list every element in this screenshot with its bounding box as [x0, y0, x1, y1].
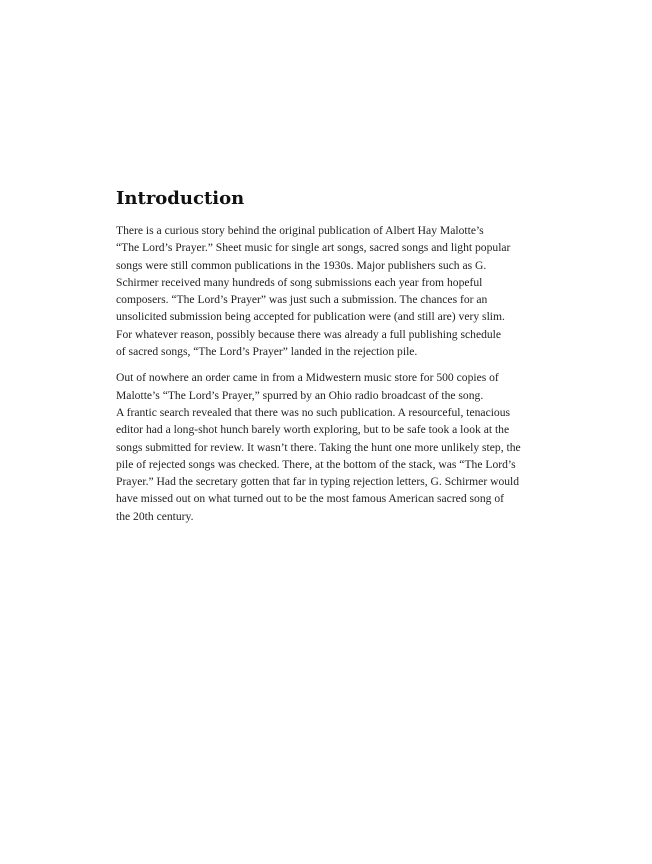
- paragraph-1: [116, 222, 540, 360]
- paragraph-line: have missed out on what turned out to be the most famous American sacred song of: [116, 492, 504, 506]
- paragraph-line: Malotte’s “The Lord’s Prayer,” spurred by an Ohio radio broadcast of the song.: [116, 388, 484, 402]
- paragraph-line: editor had a long-shot hunch barely worth exploring, but to be safe took a look at the: [116, 423, 510, 437]
- page-title: Introduction: [116, 188, 245, 209]
- paragraph-line: There is a curious story behind the original publication of Albert Hay Malotte’s: [116, 224, 484, 237]
- paragraph-line: Schirmer received many hundreds of song submissions each year from hopeful: [116, 275, 483, 289]
- paragraph-line: “The Lord’s Prayer.” Sheet music for single art songs, sacred songs and light popular: [116, 241, 511, 255]
- paragraph-line: Prayer.” Had the secretary gotten that far in typing rejection letters, G. Schirmer would: [116, 475, 520, 489]
- paragraph-line: of sacred songs, “The Lord’s Prayer” landed in the rejection pile.: [116, 345, 418, 359]
- paragraph-line: the 20th century.: [116, 509, 194, 523]
- paragraph-line: pile of rejected songs was checked. There, at the bottom of the stack, was “The Lord’s: [116, 457, 516, 471]
- paragraph-line: Out of nowhere an order came in from a Midwestern music store for 500 copies of: [116, 371, 499, 385]
- paragraph-line: A frantic search revealed that there was no such publication. A resourceful, tenacious: [116, 405, 511, 419]
- paragraph-line: songs were still common publications in the 1930s. Major publishers such as G.: [116, 258, 487, 272]
- paragraph-2: [116, 369, 540, 525]
- paragraph-line: For whatever reason, possibly because there was already a full publishing schedule: [116, 327, 502, 341]
- document-body: [116, 186, 540, 534]
- paragraph-line: unsolicited submission being accepted for publication were (and still are) very slim.: [116, 310, 505, 324]
- paragraph-line: composers. “The Lord’s Prayer” was just such a submission. The chances for an: [116, 293, 488, 307]
- paragraph-line: songs submitted for review. It wasn’t there. Taking the hunt one more unlikely step, the: [116, 440, 521, 454]
